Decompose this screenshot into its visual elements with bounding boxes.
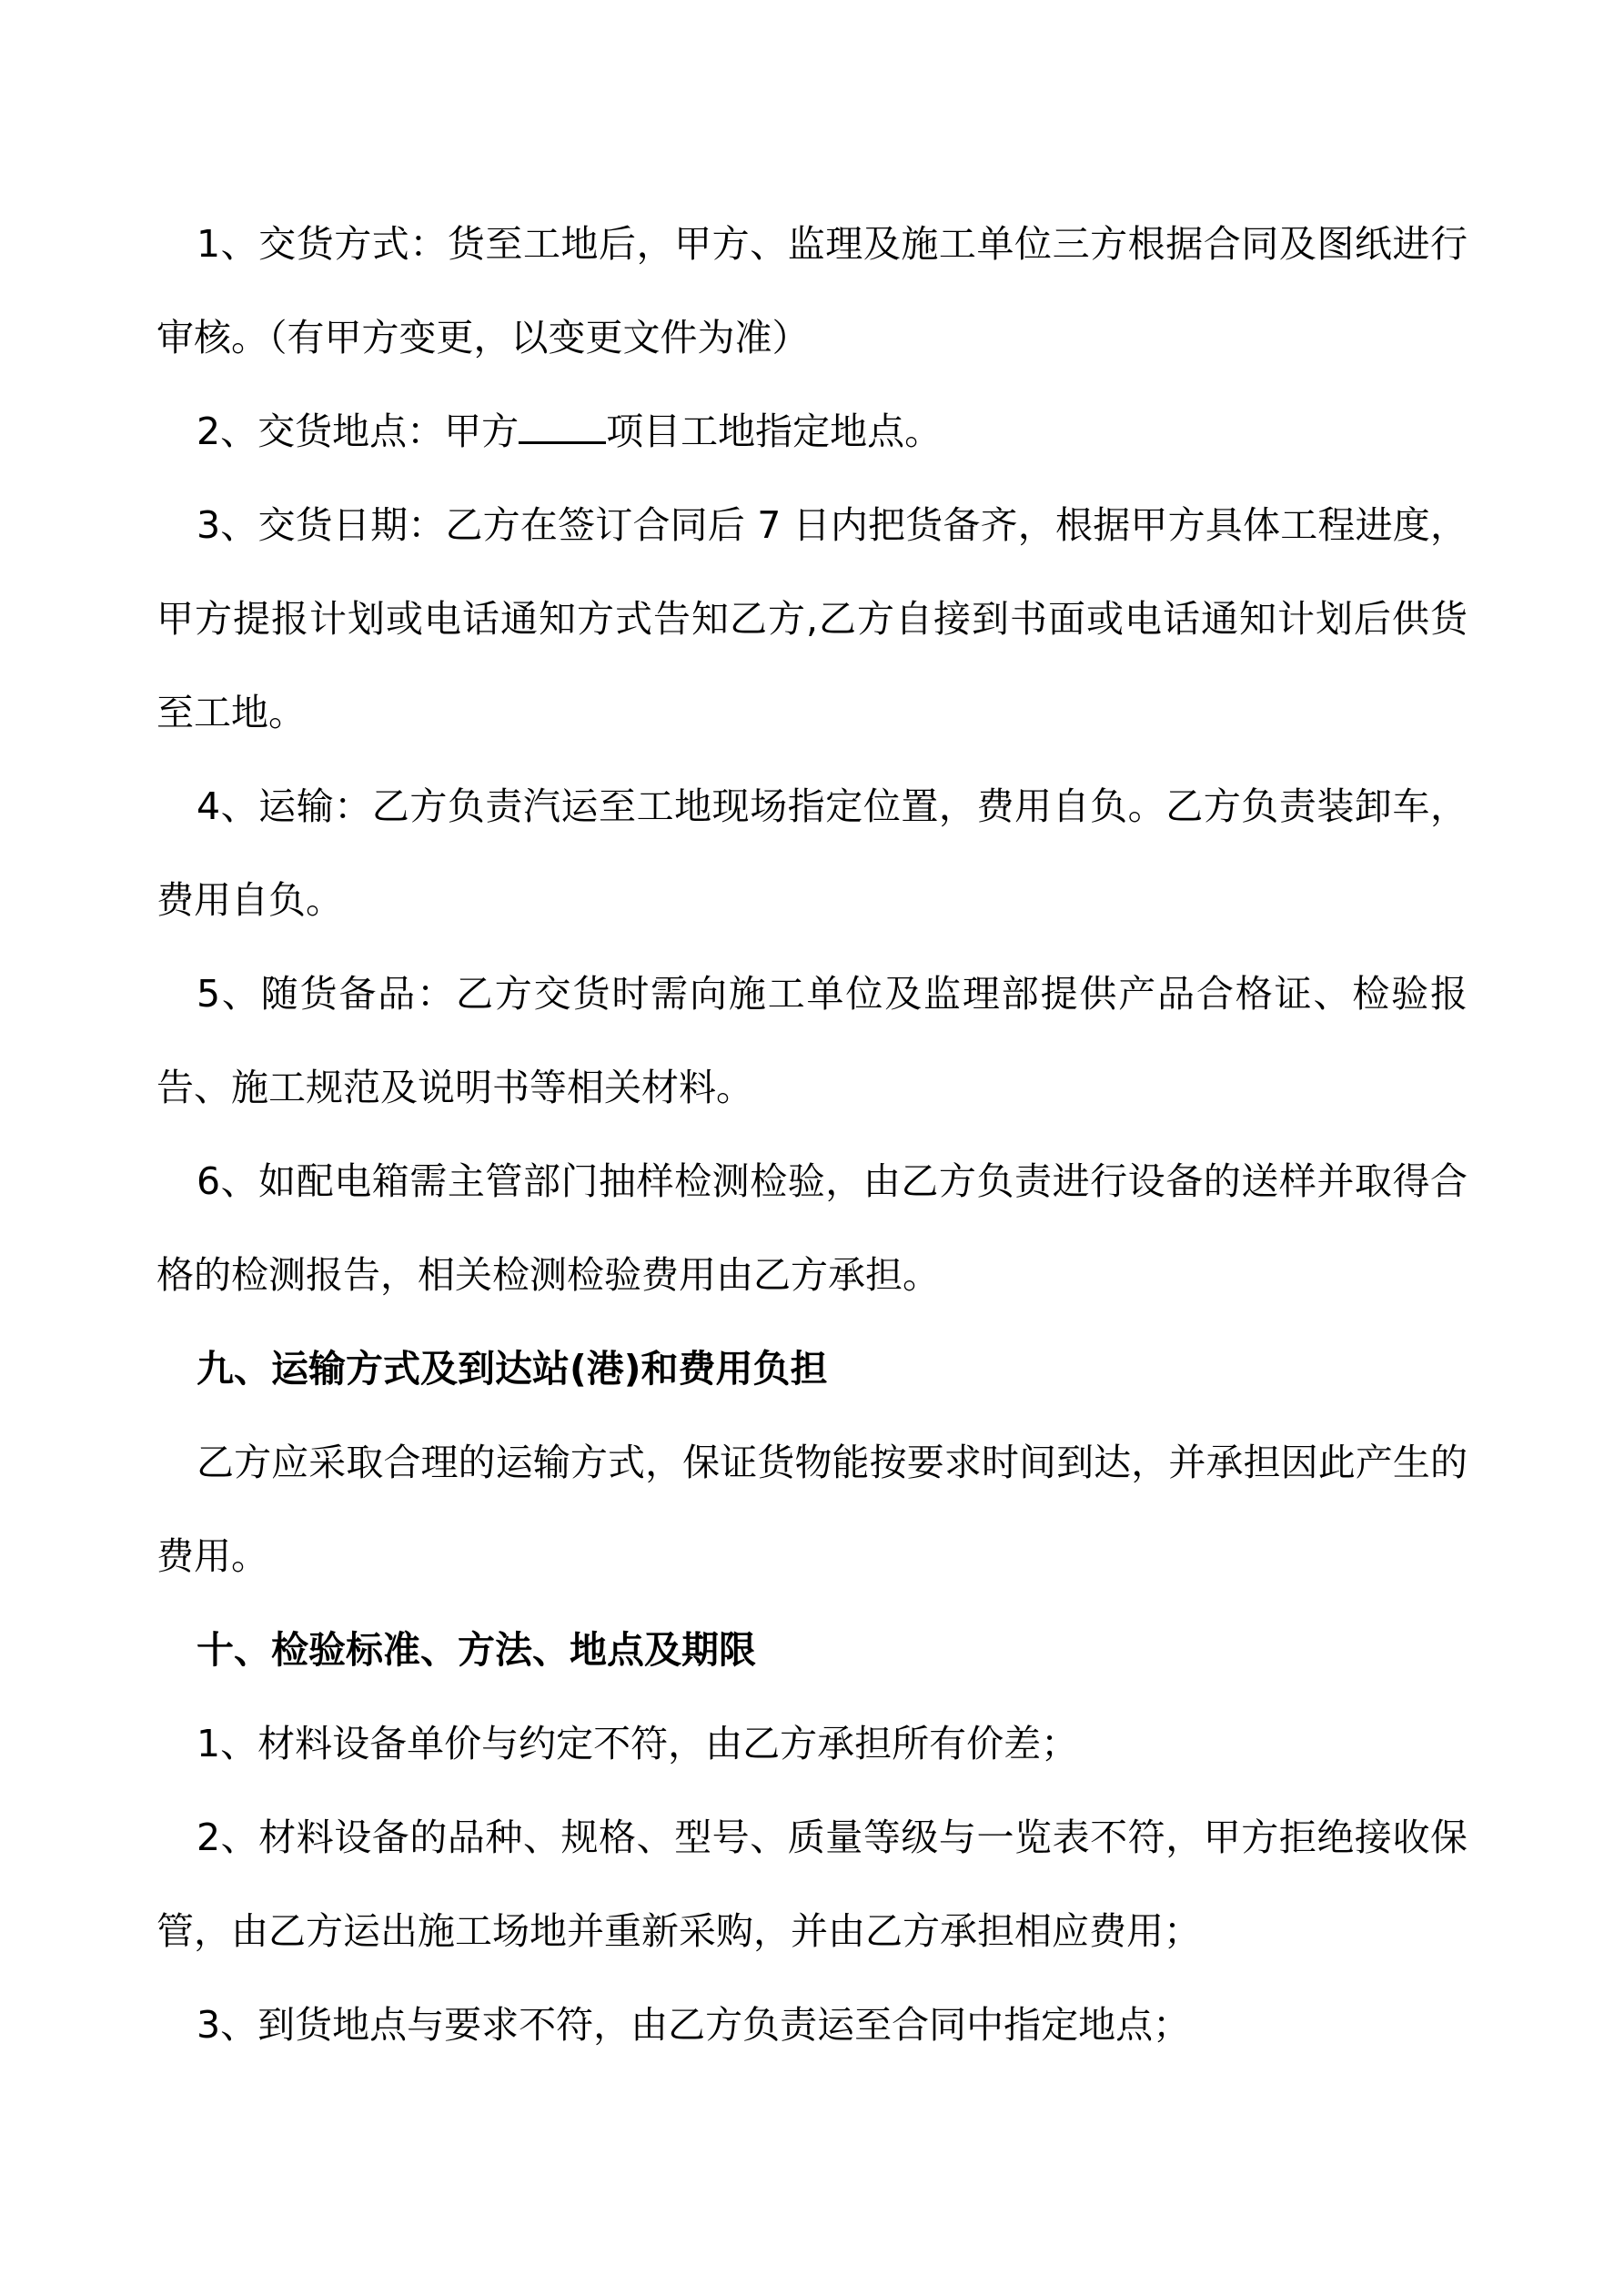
clause-price-difference: 1、材料设备单价与约定不符，由乙方承担所有价差； bbox=[197, 1722, 1079, 1765]
clause-delivery-place bbox=[156, 385, 1468, 479]
clause-delivery-place-suffix: 项目工地指定地点。 bbox=[606, 410, 943, 453]
clause-spec-mismatch: 2、材料设备的品种、规格、型号、质量等级与一览表不符，甲方拒绝接收保管，由乙方运出施工场地并重新采购，并由乙方承担相应费用； bbox=[156, 1816, 1468, 1953]
clause-accompanying-items: 5、随货备品：乙方交货时需向施工单位及监理部提供产品合格证、检验报告、施工规范及说明书等相关材料。 bbox=[156, 972, 1468, 1109]
clause-wrong-delivery-location: 3、到货地点与要求不符，由乙方负责运至合同中指定地点； bbox=[197, 2003, 1191, 2047]
section-heading-nine-transport-and-costs: 九、运输方式及到达站(港)和费用负担 bbox=[197, 1347, 828, 1391]
clause-transport: 4、运输：乙方负责汽运至工地现场指定位置，费用自负。乙方负责装卸车，费用自负。 bbox=[156, 784, 1468, 922]
fill-in-blank-underline bbox=[519, 410, 606, 444]
clause-delivery-method: 1、交货方式：货至工地后，甲方、监理及施工单位三方根据合同及图纸进行审核。（有甲方变更，以变更文件为准） bbox=[156, 222, 1468, 359]
section-heading-ten-inspection-standards: 十、检验标准、方法、地点及期限 bbox=[197, 1628, 756, 1672]
clause-delivery-date: 3、交货日期：乙方在签订合同后 7 日内把货备齐，根据甲方具体工程进度，甲方提报计划或电话通知方式告知乙方,乙方自接到书面或电话通知计划后供货至工地。 bbox=[156, 503, 1468, 734]
clause-delivery-place-prefix: 2、交货地点：甲方 bbox=[197, 410, 519, 453]
clause-distribution-box-inspection: 6、如配电箱需主管部门抽样检测检验，由乙方负责进行设备的送样并取得合格的检测报告，相关检测检验费用由乙方承担。 bbox=[156, 1159, 1468, 1297]
clause-reasonable-transport: 乙方应采取合理的运输方式，保证货物能按要求时间到达，并承担因此产生的费用。 bbox=[156, 1441, 1468, 1578]
